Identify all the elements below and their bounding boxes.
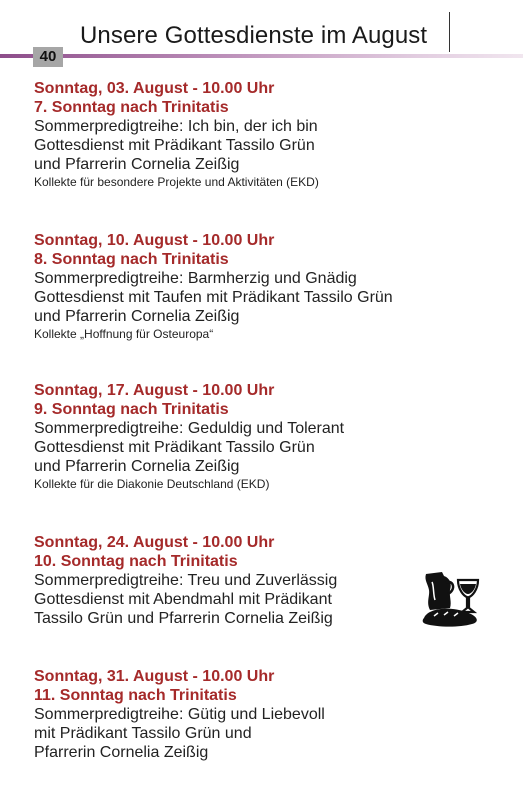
service-sunday: 7. Sonntag nach Trinitatis [34,99,229,116]
service-description: Tassilo Grün und Pfarrerin Cornelia Zeißig [34,610,333,627]
service-date: Sonntag, 03. August - 10.00 Uhr [34,80,275,97]
service-description: mit Prädikant Tassilo Grün und [34,725,252,742]
service-entry [34,381,474,493]
service-description: Gottesdienst mit Abendmahl mit Prädikant [34,591,332,608]
service-date: Sonntag, 31. August - 10.00 Uhr [34,668,275,685]
jug-icon [425,572,450,610]
service-sermon-series: Sommerpredigtreihe: Treu und Zuverlässig [34,572,338,589]
service-sunday: 11. Sonntag nach Trinitatis [34,687,237,704]
service-sermon-series: Sommerpredigtreihe: Geduldig und Tolerant [34,420,345,437]
header-divider-horizontal [0,54,523,58]
service-description: und Pfarrerin Cornelia Zeißig [34,458,240,475]
service-description: Pfarrerin Cornelia Zeißig [34,744,209,761]
service-description: Gottesdienst mit Prädikant Tassilo Grün [34,137,315,154]
service-sunday: 9. Sonntag nach Trinitatis [34,401,229,418]
service-entry [34,667,474,762]
service-date: Sonntag, 24. August - 10.00 Uhr [34,534,275,551]
service-date: Sonntag, 10. August - 10.00 Uhr [34,232,275,249]
service-collection: Kollekte „Hoffnung für Osteuropa“ [34,327,214,341]
service-sunday: 10. Sonntag nach Trinitatis [34,553,238,570]
service-description: und Pfarrerin Cornelia Zeißig [34,308,240,325]
service-sunday: 8. Sonntag nach Trinitatis [34,251,229,268]
service-entry [34,533,474,628]
page-number: 40 [33,47,63,67]
service-sermon-series: Sommerpredigtreihe: Ich bin, der ich bin [34,118,318,135]
communion-icon [420,568,484,628]
service-collection: Kollekte für die Diakonie Deutschland (EKD) [34,477,270,491]
service-sermon-series: Sommerpredigtreihe: Gütig und Liebevoll [34,706,325,723]
service-collection: Kollekte für besondere Projekte und Aktivitäten (EKD) [34,175,319,189]
service-entry [34,79,474,191]
service-date: Sonntag, 17. August - 10.00 Uhr [34,382,275,399]
service-sermon-series: Sommerpredigtreihe: Barmherzig und Gnädig [34,270,357,287]
page-title: Unsere Gottesdienste im August [80,22,428,49]
header-divider-vertical [449,12,450,52]
service-description: Gottesdienst mit Prädikant Tassilo Grün [34,439,315,456]
service-description: und Pfarrerin Cornelia Zeißig [34,156,240,173]
service-entry [34,231,474,343]
service-description: Gottesdienst mit Taufen mit Prädikant Tassilo Grün [34,289,393,306]
